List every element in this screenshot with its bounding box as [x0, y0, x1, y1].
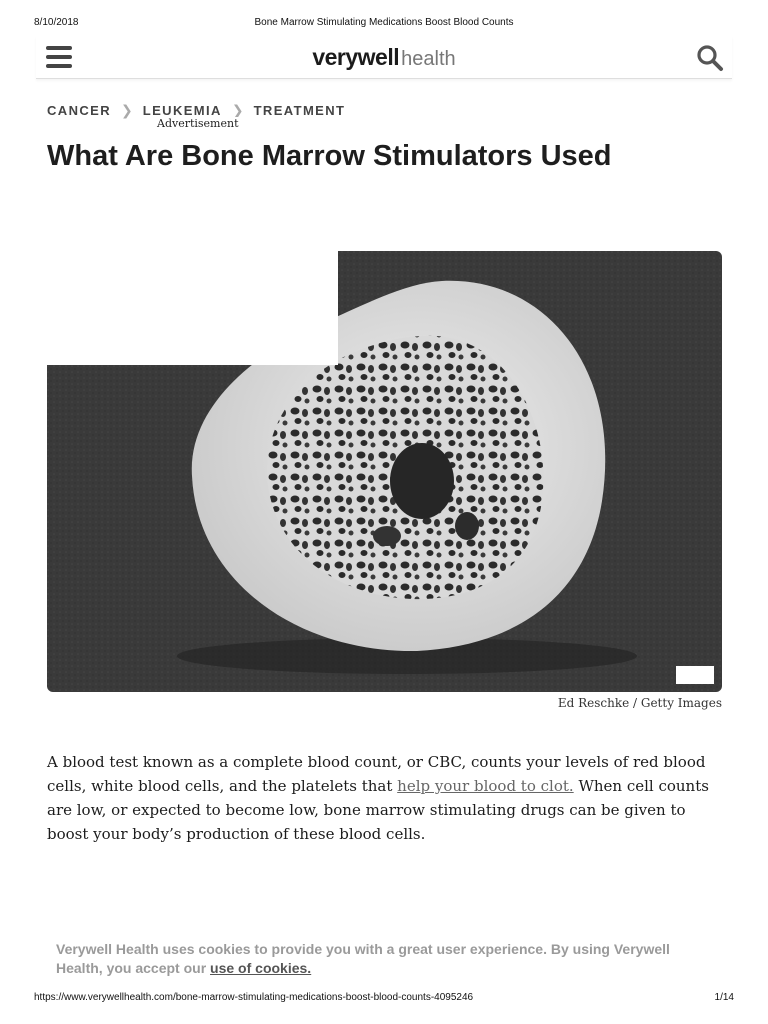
- site-logo[interactable]: [36, 43, 732, 73]
- article-title: What Are Bone Marrow Stimulators Used: [47, 140, 612, 173]
- print-footer: [34, 992, 734, 1006]
- advertisement-label: Advertisement: [157, 117, 239, 130]
- cookie-banner: [56, 940, 696, 978]
- hero-image: [47, 251, 722, 692]
- article-paragraph: [47, 750, 727, 846]
- advertisement-slot[interactable]: [47, 251, 338, 365]
- logo-brand: verywell: [312, 44, 400, 70]
- paragraph-text-start: A blood test known as a complete blood count, or CBC, counts your levels of red blood cells, white blood cells, and the platelets that: [47, 753, 706, 795]
- cookie-text: Verywell Health uses cookies to provide you with a great user experience. By using Verywell Health, you accept our: [56, 941, 670, 976]
- chevron-right-icon: ❯: [231, 101, 244, 118]
- print-date: 8/10/2018: [34, 17, 79, 28]
- chevron-right-icon: ❯: [121, 101, 133, 118]
- paragraph-text-end: When cell counts are low, or expected to become low, bone marrow stimulating drugs can be given to boost your body’s production of these blood cells.: [47, 777, 709, 843]
- search-icon[interactable]: [696, 44, 724, 72]
- breadcrumb-item-treatment[interactable]: TREATMENT: [253, 102, 346, 118]
- clotting-link[interactable]: help your blood to clot.: [397, 777, 574, 795]
- print-header: [34, 17, 734, 31]
- logo-sub: health: [401, 48, 456, 70]
- breadcrumb-item-leukemia[interactable]: LEUKEMIA: [142, 102, 222, 118]
- image-credit: Ed Reschke / Getty Images: [557, 696, 722, 710]
- breadcrumb-item-cancer[interactable]: CANCER: [47, 102, 112, 118]
- page-number: 1/14: [714, 992, 734, 1003]
- cookie-policy-link[interactable]: use of cookies.: [210, 960, 312, 976]
- print-page-title: Bone Marrow Stimulating Medications Boost Blood Counts: [254, 17, 514, 28]
- print-url: https://www.verywellhealth.com/bone-marrow-stimulating-medications-boost-blood-counts-4095246: [34, 992, 474, 1003]
- image-overlay-badge: [676, 666, 714, 684]
- site-header: [36, 36, 732, 79]
